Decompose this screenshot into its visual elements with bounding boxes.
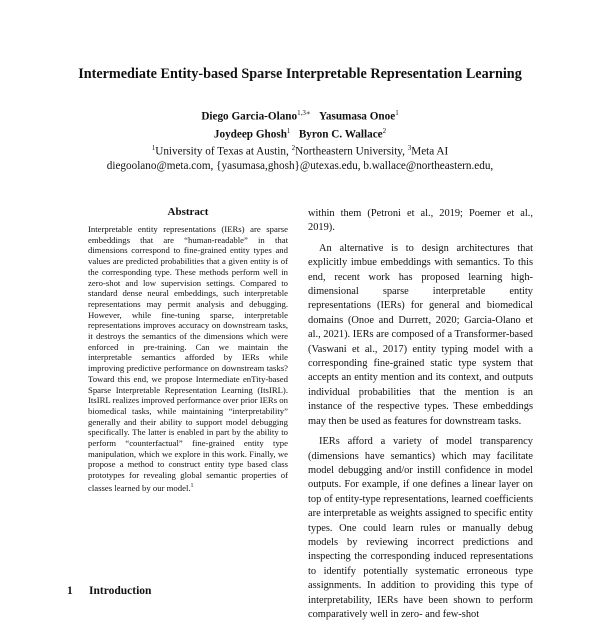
- paragraph: IERs afford a variety of model transparency (dimensions have semantics) which may facilitate model debugging and/or instill confidence in model outputs. For example, if one defines a linear layer on top of entity-type representations, learned coefficients are interpretable as weights assigned to specific entity types. One could learn rules or manually debug models by reviewing incorrect predictions and inspecting the corresponding induced representations to identify potentially systematic erroneous type assignments. In addition to providing this type of interpretability, IERs have been shown to perform comparatively well in zero- and few-shot: [308, 436, 533, 620]
- affiliation-mark: 1: [151, 144, 156, 153]
- right-column: [308, 207, 533, 628]
- section-number: 1: [67, 585, 73, 597]
- affiliation-text: Northeastern University,: [295, 146, 408, 159]
- authors-line-1: [0, 106, 600, 124]
- author-name: Byron C. Wallace: [298, 128, 383, 141]
- authors-line-2: [0, 124, 600, 142]
- affiliations-line: [0, 141, 600, 159]
- affiliation-text: University of Texas at Austin,: [155, 146, 292, 159]
- paragraph-continuation: within them (Petroni et al., 2019; Poemer et al., 2019).: [308, 208, 533, 234]
- author-name: Joydeep Ghosh: [213, 128, 287, 141]
- affiliation-mark: 3: [407, 144, 412, 153]
- section-title: Introduction: [89, 585, 152, 597]
- author-affiliation-mark: 2: [382, 126, 387, 135]
- author-affiliation-mark: 1: [286, 126, 291, 135]
- footnote-mark: 1: [190, 482, 194, 489]
- author-block: [0, 106, 600, 173]
- abstract-body: [88, 224, 288, 493]
- affiliation-text: Meta AI: [411, 146, 449, 159]
- affiliation-mark: 2: [291, 144, 296, 153]
- author-name: Yasumasa Onoe: [319, 110, 396, 123]
- author-affiliation-mark: 1,3∗: [297, 109, 311, 117]
- emails-line: diegoolano@meta.com, {yasumasa,ghosh}@utexas.edu, b.wallace@northeastern.edu,: [106, 160, 494, 173]
- author-name: Diego Garcia-Olano: [201, 110, 298, 123]
- abstract-heading: Abstract: [167, 206, 209, 218]
- author-affiliation-mark: 1: [395, 109, 399, 117]
- abstract-text: Interpretable entity representations (IERs) are sparse embeddings that are “human-readable” in that dimensions correspond to fine-grained entity types and values are predicted probabilities that a given entity is of the corresponding type. These methods perform well in zero-shot and low supervision settings. Compared to standard dense neural embeddings, such interpretable representations may permit analysis and debugging. However, while fine-tuning sparse, interpretable representations improves accuracy on downstream tasks, it destroys the semantics of the dimensions which were enforced in pre-training. Can we maintain the interpretable semantics afforded by IERs while improving predictive performance on downstream tasks? Toward this end, we propose Intermediate enTity-based Sparse Interpretable Representation Learning (ItsIRL). ItsIRL realizes improved performance over prior IERs on biomedical tasks, while maintaining “interpretability” generally and their ability to support model debugging specifically. The latter is enabled in part by the ability to perform “counterfactual” fine-grained entity type manipulation, which we explore in this work. Finally, we propose a method to construct entity type based class prototypes for revealing global semantic properties of classes learned by our model.: [88, 224, 288, 493]
- paper-title: Intermediate Entity-based Sparse Interpretable Representation Learning: [78, 66, 522, 82]
- section-heading-introduction: [67, 585, 151, 597]
- paragraph: An alternative is to design architectures that explicitly imbue embeddings with semantics. To this end, recent work has proposed learning high-dimensional sparse interpretable entity representations (IERs) for general and biomedical domains (Onoe and Durrett, 2020; Garcia-Olano et al., 2021). IERs are composed of a Transformer-based (Vaswani et al., 2017) entity typing model with a corresponding fine-grained static type system that accepts an entity mention and its context, and outputs individual probabilities that the mention is an instance of the respective types. These embeddings may then be used as features for downstream tasks.: [308, 242, 533, 427]
